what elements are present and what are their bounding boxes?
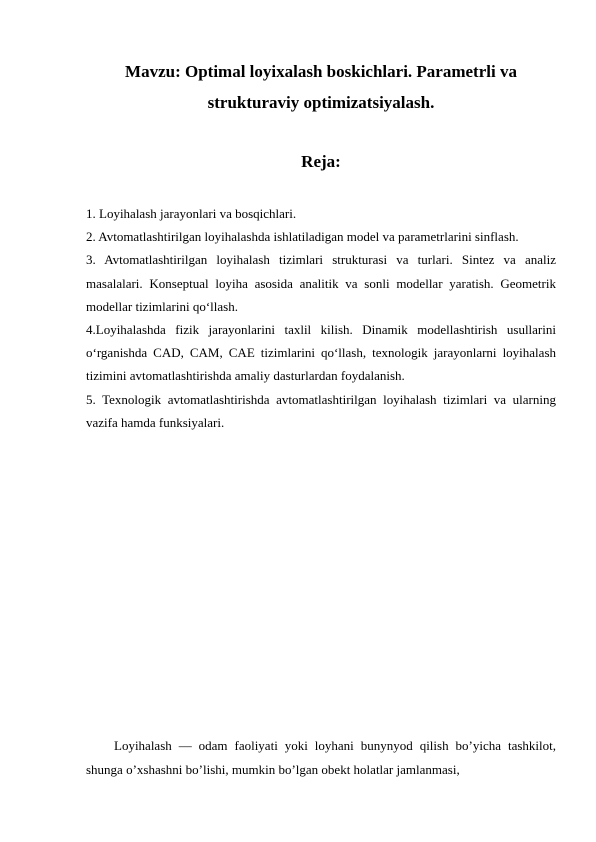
plan-item-1: 1. Loyihalash jarayonlari va bosqichlari.: [86, 206, 297, 221]
plan-heading: Reja:: [301, 152, 341, 171]
plan-item-5: 5. Texnologik avtomatlashtirishda avtomatlashtirilgan loyihalash tizimlari va ularning vazifa hamda funksiyalari.: [86, 391, 556, 430]
document-title-line-1: Mavzu: Optimal loyixalash boskichlari. Parametrli va: [125, 62, 517, 81]
plan-item-2: 2. Avtomatlashtirilgan loyihalashda ishlatiladigan model va parametrlarini sinflash.: [86, 229, 519, 245]
body-paragraph: Loyihalash — odam faoliyati yoki loyhani bunynyod qilish bo’yicha tashkilot, shunga o’xshashni bo’lishi, mumkin bo’lgan obekt holatlar jamlanmasi,: [86, 738, 556, 777]
plan-list: [86, 202, 556, 434]
document-title-line-2: strukturaviy optimizatsiyalash.: [207, 93, 435, 112]
plan-item-3: 3. Avtomatlashtirilgan loyihalash tizimlari strukturasi va turlari. Sintez va analiz masalalari. Konseptual loyiha asosida analitik va sonli modellar yaratish. Geometrik modellar tizimlarini qo‘llash.: [86, 252, 556, 314]
plan-item-4: 4.Loyihalashda fizik jarayonlarini taxlil kilish. Dinamik modellashtirish usullarini o‘rganishda CAD, CAM, CAE tizimlarini qo‘llash, texnologik jarayonlarni loyihalash tizimini avtomatlashtirishda amaliy dasturlardan foydalanish.: [86, 322, 556, 384]
